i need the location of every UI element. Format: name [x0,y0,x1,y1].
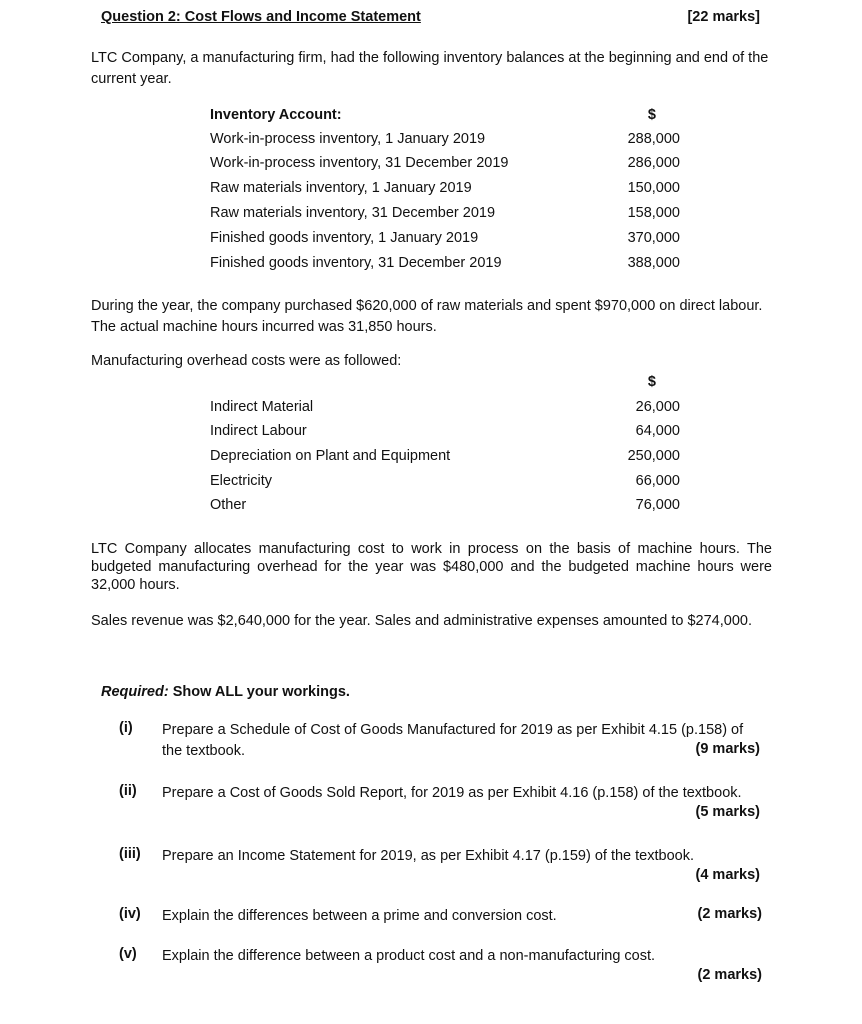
overhead-row-value: 250,000 [627,448,680,464]
overhead-row-label: Indirect Labour [210,423,307,439]
question-number: (i) [119,720,133,736]
total-marks: [22 marks] [687,9,760,25]
overhead-row-label: Other [210,497,247,513]
question-marks: (5 marks) [695,804,760,820]
inventory-row-value: 288,000 [627,131,680,147]
inventory-row-label: Work-in-process inventory, 1 January 2019 [210,131,486,147]
question-number: (iii) [119,846,141,862]
inventory-row-label: Finished goods inventory, 1 January 2019 [210,230,479,246]
inventory-row-label: Work-in-process inventory, 31 December 2019 [210,155,509,171]
inventory-row-label: Raw materials inventory, 31 December 2019 [210,205,496,221]
allocation-paragraph: LTC Company allocates manufacturing cost to work in process on the basis of machine hours. The budgeted manufacturing overhead for the year was $480,000 and the budgeted machine hours were 32,000 hours. [91,541,772,593]
overhead-row-label: Depreciation on Plant and Equipment [210,448,451,464]
question-text: Prepare a Schedule of Cost of Goods Manufactured for 2019 as per Exhibit 4.15 (p.158) of the textbook. [162,722,744,759]
overhead-currency: $ [647,374,656,390]
question-text: Prepare an Income Statement for 2019, as per Exhibit 4.17 (p.159) of the textbook. [162,848,694,864]
overhead-row-value: 64,000 [635,423,680,439]
inventory-row-label: Finished goods inventory, 31 December 2019 [210,255,502,271]
question-marks: (2 marks) [697,906,762,922]
inventory-row-value: 158,000 [627,205,680,221]
inventory-currency: $ [647,107,656,123]
inventory-row-value: 370,000 [627,230,680,246]
required-label: Required: [101,684,169,700]
question-number: (v) [119,946,137,962]
required-text: Show ALL your workings. [172,684,350,700]
question-title: Question 2: Cost Flows and Income Statement [101,9,421,25]
overhead-intro: Manufacturing overhead costs were as followed: [91,353,402,369]
sales-paragraph: Sales revenue was $2,640,000 for the year. Sales and administrative expenses amounted to $274,000. [91,613,752,629]
question-text: Explain the differences between a prime and conversion cost. [162,908,557,924]
overhead-row-value: 26,000 [635,399,680,415]
inventory-row-label: Raw materials inventory, 1 January 2019 [210,180,472,196]
question-marks: (2 marks) [697,967,762,983]
inventory-row-value: 388,000 [627,255,680,271]
purchases-paragraph: During the year, the company purchased $620,000 of raw materials and spent $970,000 on direct labour. The actual machine hours incurred was 31,850 hours. [91,298,763,335]
inventory-heading: Inventory Account: [210,107,342,123]
intro-paragraph: LTC Company, a manufacturing firm, had the following inventory balances at the beginning and end of the current year. [91,50,769,87]
question-number: (iv) [119,906,141,922]
question-marks: (9 marks) [695,741,760,757]
question-text: Explain the difference between a product cost and a non-manufacturing cost. [162,948,656,964]
overhead-row-label: Electricity [210,473,273,489]
inventory-row-value: 150,000 [627,180,680,196]
question-marks: (4 marks) [695,867,760,883]
inventory-row-value: 286,000 [627,155,680,171]
overhead-row-value: 66,000 [635,473,680,489]
question-number: (ii) [119,783,137,799]
question-text: Prepare a Cost of Goods Sold Report, for 2019 as per Exhibit 4.16 (p.158) of the textbook. [162,785,742,801]
required-line [101,684,350,700]
overhead-row-label: Indirect Material [210,399,314,415]
overhead-row-value: 76,000 [635,497,680,513]
